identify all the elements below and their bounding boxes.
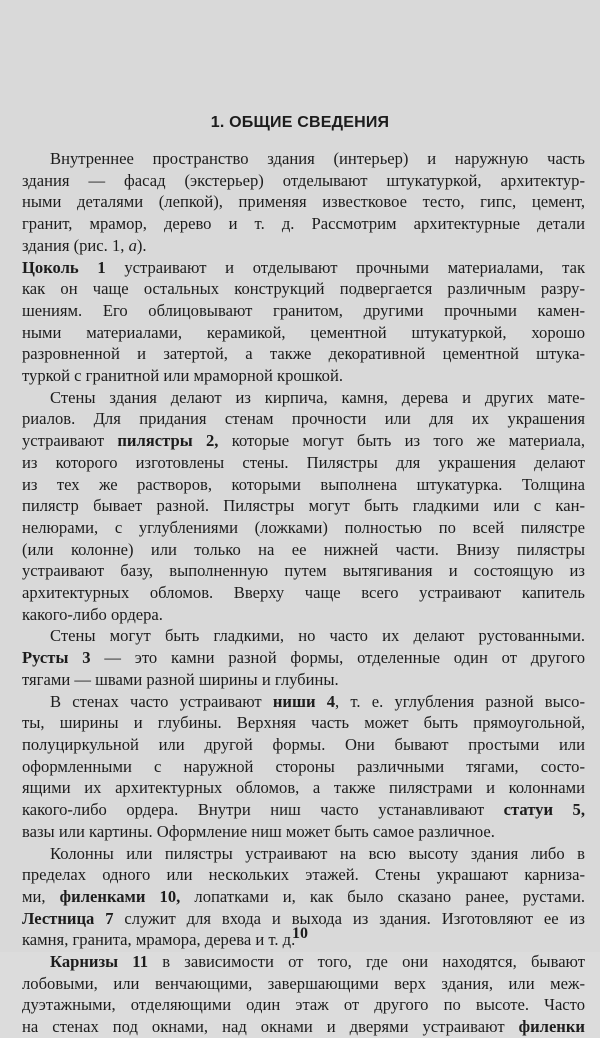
text-run: туркой с гранитной или мраморной крошкой.: [22, 366, 344, 386]
bold-term: филенками 10,: [59, 886, 181, 906]
text-line: [22, 886, 585, 908]
text-run: ты, ширины и глубины. Верхняя часть может быть прямоугольной,: [22, 713, 585, 733]
text-line: [22, 539, 585, 561]
text-line: [22, 843, 585, 865]
text-run: архитектурных обломов. Вверху чаще всего устраивают капитель: [22, 583, 585, 603]
text-line: [22, 625, 585, 647]
text-line: [22, 777, 585, 799]
text-run: устраивают базу, выполненную путем вытягивания и состоящую из: [22, 561, 585, 581]
text-line: [22, 864, 585, 886]
text-run: на стенах под окнами, над окнами и дверями устраивают: [22, 1017, 519, 1037]
bold-term: пилястры 2,: [117, 431, 219, 451]
text-line: [22, 712, 585, 734]
text-line: [22, 973, 585, 995]
text-run: В стенах часто устраивают: [50, 691, 273, 711]
text-run: ).: [136, 235, 147, 255]
text-line: [22, 517, 585, 539]
bold-term: Карнизы 11: [50, 952, 148, 972]
bold-term: ниши 4: [272, 691, 336, 711]
text-line: [22, 734, 585, 756]
text-line: [22, 474, 585, 496]
text-run: Колонны или пилястры устраивают на всю высоту здания либо в: [50, 843, 585, 863]
text-run: , т. е. углубления разной высо-: [335, 691, 585, 711]
text-run: здания — фасад (экстерьер) отделывают штукатуркой, архитектур-: [22, 170, 585, 190]
italic-ref: а: [128, 235, 137, 255]
text-line: [22, 951, 585, 973]
text-run: ящими их архитектурных обломов, а также пилястрами и колоннами: [22, 778, 585, 798]
text-run: Внутреннее пространство здания (интерьер) и наружную часть: [50, 149, 585, 168]
text-run: какого-либо ордера. Внутри ниш часто устанавливают: [22, 800, 504, 820]
text-run: дуэтажными, отделяющими один этаж от другого по высоте. Часто: [22, 995, 585, 1015]
text-run: (или колонне) или только на ее нижней части. Внизу пилястры: [22, 539, 585, 559]
text-line: [22, 669, 585, 691]
text-line: [22, 365, 585, 387]
text-run: тягами — швами разной ширины и глубины.: [22, 669, 339, 689]
text-run: из тех же растворов, которыми выполнена штукатурка. Толщина: [22, 474, 585, 494]
text-line: [22, 170, 585, 192]
text-line: [22, 257, 585, 279]
text-run: риалов. Для придания стенам прочности или для их украшения: [22, 409, 585, 429]
bold-term: Цоколь 1: [22, 257, 106, 277]
text-run: которые могут быть из того же материала,: [218, 431, 586, 451]
section-heading: 1. ОБЩИЕ СВЕДЕНИЯ: [210, 114, 390, 131]
text-line: [22, 322, 585, 344]
text-run: полуциркульной или другой формы. Они бывают простыми или: [22, 734, 585, 754]
text-line: [22, 821, 585, 843]
page-number: 10: [292, 925, 308, 942]
text-run: шениям. Его облицовывают гранитом, другими прочными камен-: [22, 300, 585, 320]
text-line: [22, 560, 585, 582]
text-line: [22, 343, 585, 365]
text-run: Стены могут быть гладкими, но часто их делают рустованными.: [50, 626, 585, 646]
text-run: разровненной и затертой, а также декоративной цементной штука-: [22, 344, 585, 364]
text-line: [22, 430, 585, 452]
text-run: пилястр бывает разной. Пилястры могут быть гладкими или с кан-: [22, 496, 585, 516]
text-line: [22, 191, 585, 213]
text-run: лопатками и, как было сказано ранее, рустами.: [180, 886, 585, 906]
bold-term: Русты 3: [22, 648, 91, 668]
text-line: [22, 387, 585, 409]
text-run: в зависимости от того, где они находятся, бывают: [148, 952, 585, 972]
text-line: [22, 582, 585, 604]
text-run: оформленными с наружной стороны различными тягами, состо-: [22, 756, 585, 776]
body-text: [22, 148, 585, 1038]
text-line: [22, 799, 585, 821]
text-line: [22, 647, 585, 669]
text-line: [22, 278, 585, 300]
bold-term: филенки: [518, 1017, 585, 1037]
bold-term: статуи 5,: [503, 800, 585, 820]
text-run: Стены здания делают из кирпича, камня, дерева и других мате-: [50, 387, 585, 407]
text-run: ными деталями (лепкой), применяя известковое тесто, гипс, цемент,: [22, 192, 585, 212]
text-run: лобовыми, или венчающими, завершающими верх здания, или меж-: [22, 973, 585, 993]
bold-term: Лестница 7: [22, 908, 114, 928]
text-line: [22, 604, 585, 626]
text-line: [22, 756, 585, 778]
text-run: — это камни разной формы, отделенные один от другого: [90, 648, 586, 668]
text-line: [22, 1016, 585, 1038]
text-run: ми,: [22, 886, 60, 906]
text-run: из которого изготовлены стены. Пилястры для украшения делают: [22, 452, 585, 472]
text-line: [22, 213, 585, 235]
text-line: [22, 495, 585, 517]
text-run: служит для входа и выхода из здания. Изготовляют ее из: [113, 908, 585, 928]
text-run: какого-либо ордера.: [22, 604, 163, 624]
text-line: [22, 994, 585, 1016]
text-line: [22, 452, 585, 474]
text-run: ными материалами, керамикой, цементной штукатуркой, хорошо: [22, 322, 585, 342]
text-run: устраивают: [22, 431, 118, 451]
text-run: пределах одного или нескольких этажей. Стены украшают карниза-: [22, 865, 585, 885]
text-run: нелюрами, с углублениями (ложками) полностью по всей пилястре: [22, 517, 585, 537]
text-run: здания (рис. 1,: [22, 235, 129, 255]
text-line: [22, 408, 585, 430]
text-line: [22, 300, 585, 322]
text-line: [22, 691, 585, 713]
text-run: камня, гранита, мрамора, дерева и т. д.: [22, 930, 296, 950]
text-line: [22, 148, 585, 170]
text-run: гранит, мрамор, дерево и т. д. Рассмотрим архитектурные детали: [22, 214, 585, 234]
text-run: устраивают и отделывают прочными материалами, так: [105, 257, 586, 277]
text-run: как он чаще остальных конструкций подвергается различным разру-: [22, 279, 585, 299]
text-run: вазы или картины. Оформление ниш может быть самое различное.: [22, 821, 495, 841]
text-line: [22, 235, 585, 257]
